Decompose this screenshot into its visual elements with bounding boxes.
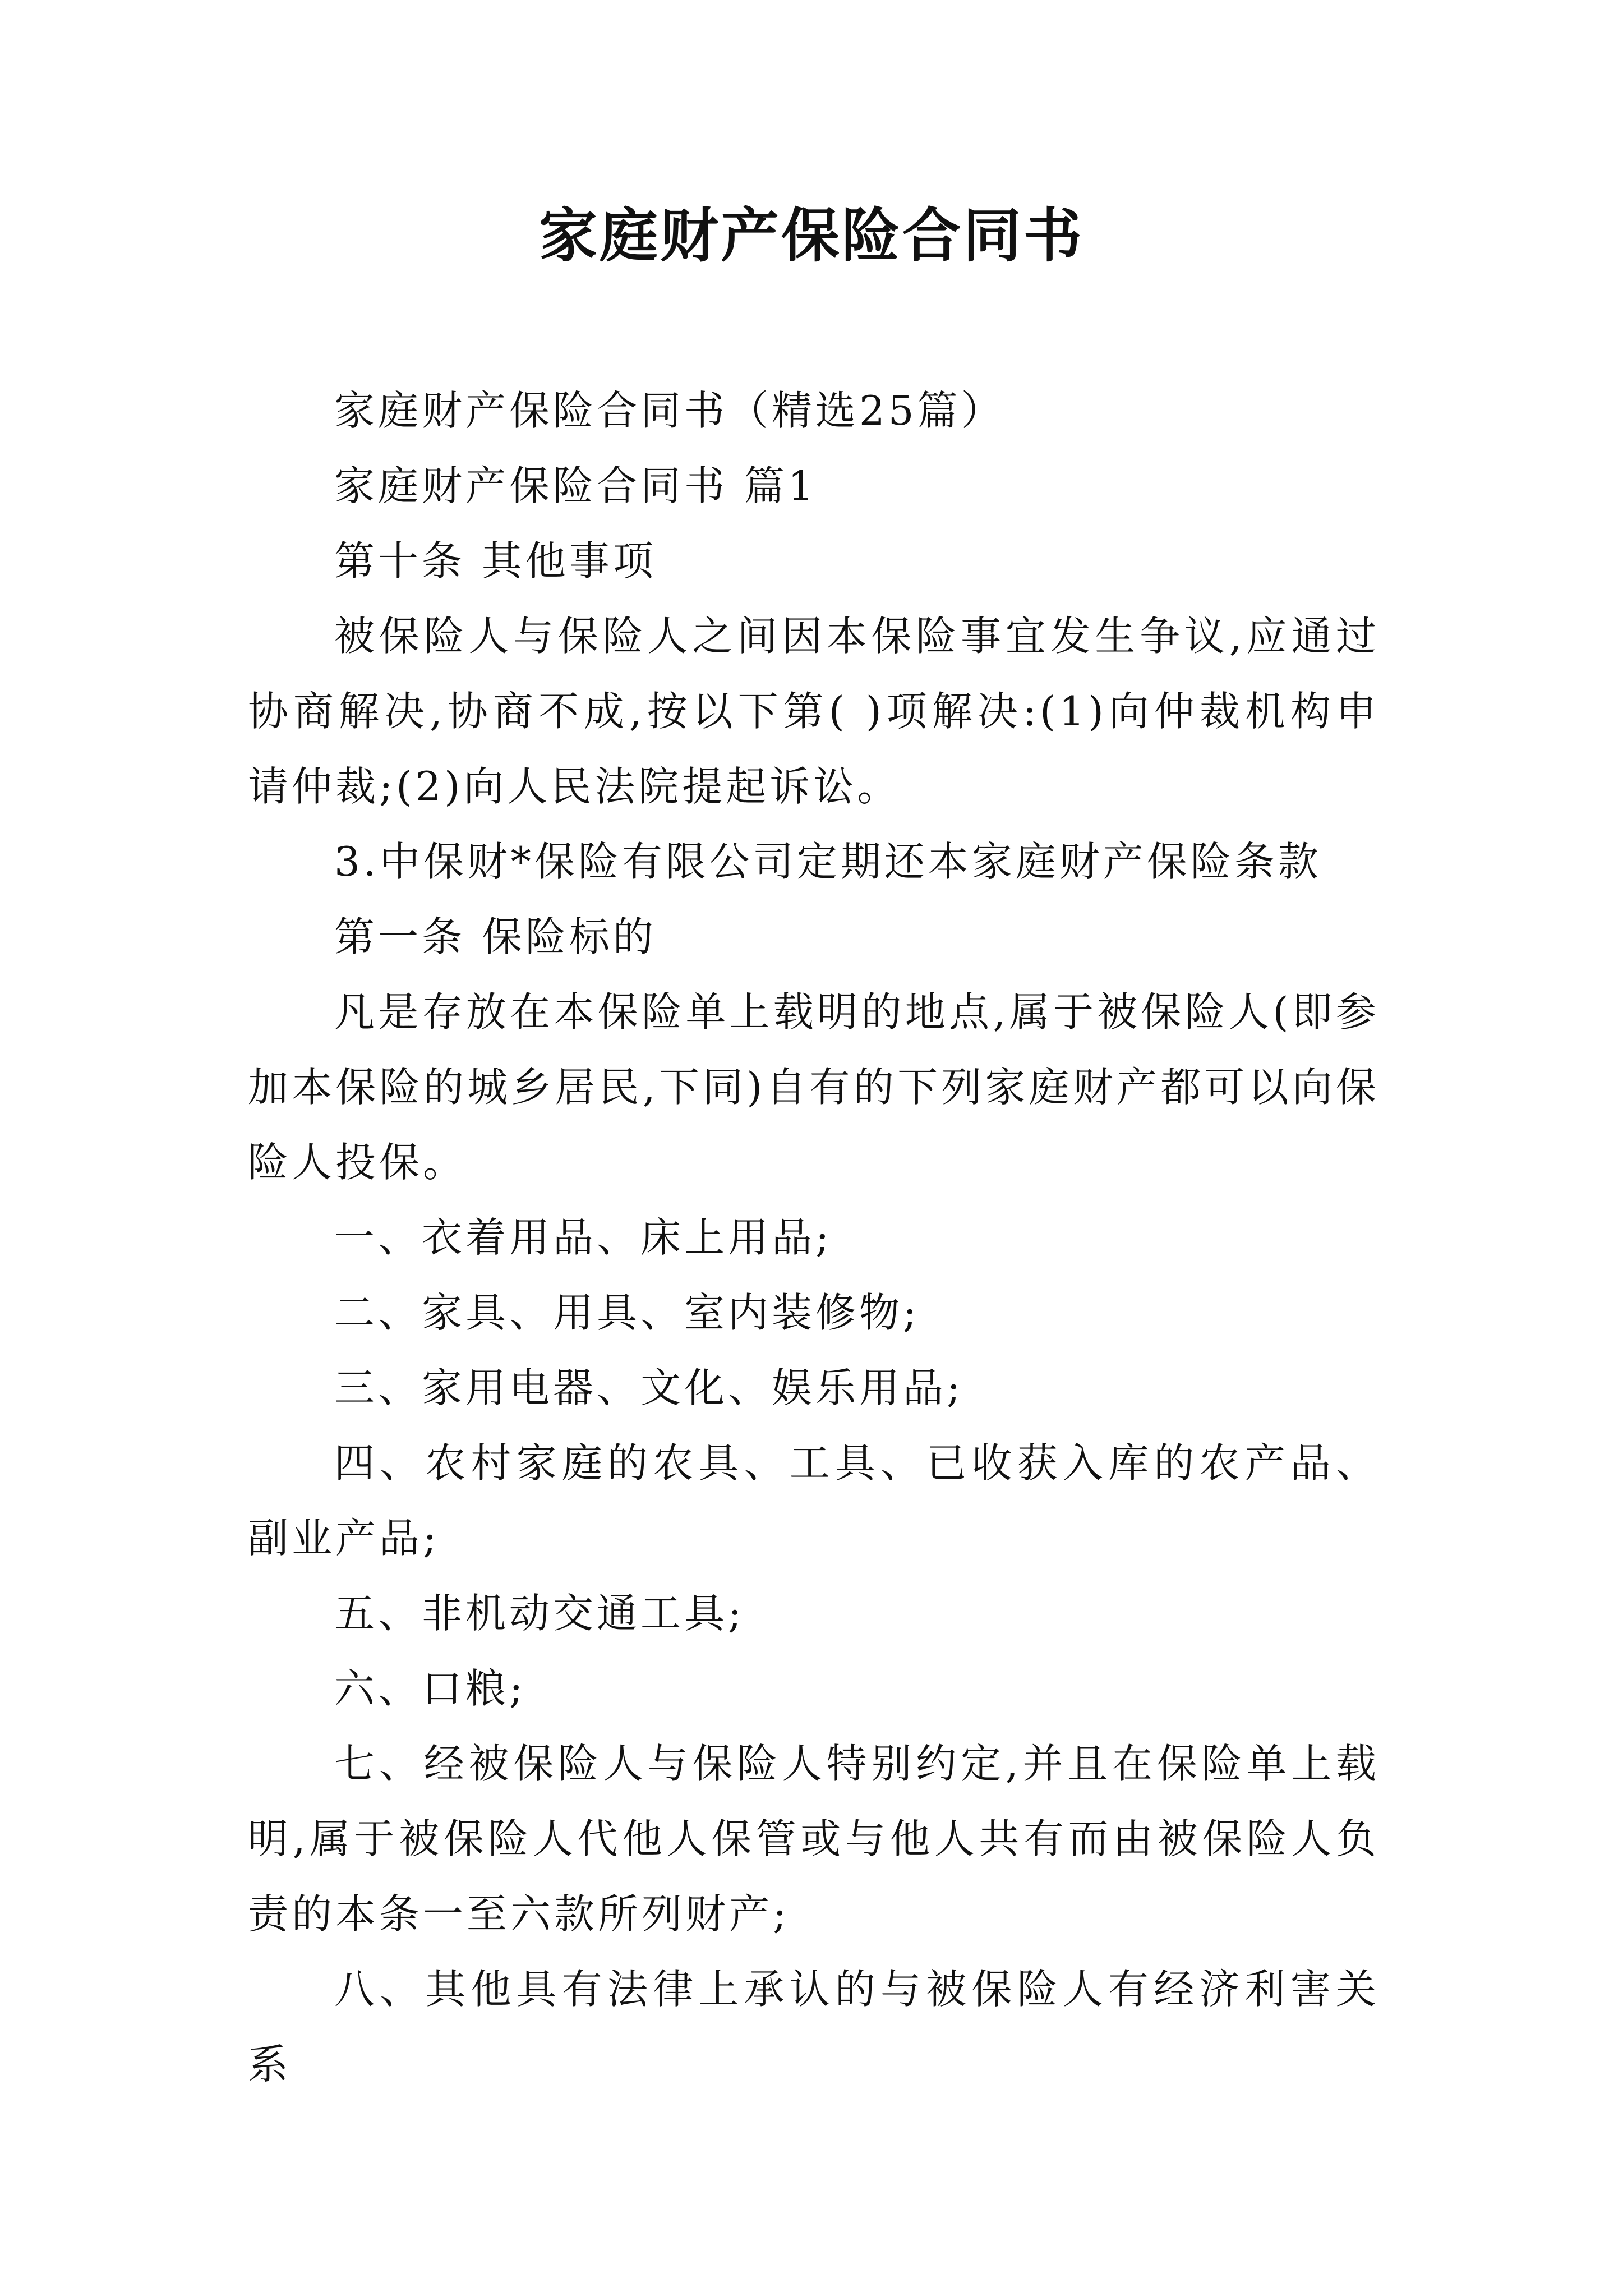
list-item: 一、衣着用品、床上用品; [334, 1214, 833, 1261]
list-item: 三、家用电器、文化、娱乐用品; [334, 1364, 964, 1411]
list-item: 八、其他具有法律上承认的与被保险人有经济利害关系 [248, 1966, 1380, 2088]
list-item: 二、家具、用具、室内装修物; [334, 1289, 920, 1336]
list-item: 六、口粮; [334, 1665, 527, 1712]
paragraph-article-one: 第一条 保险标的 [334, 913, 657, 960]
paragraph-dispute-resolution: 被保险人与保险人之间因本保险事宜发生争议,应通过协商解决,协商不成,按以下第( )项解决:(1)向仲裁机构申请仲裁;(2)向人民法院提起诉讼。 [248, 613, 1380, 810]
paragraph-clause-title: 3.中保财*保险有限公司定期还本家庭财产保险条款 [334, 838, 1322, 885]
paragraph-collection-title: 家庭财产保险合同书（精选25篇） [334, 387, 1005, 434]
list-item: 七、经被保险人与保险人特别约定,并且在保险单上载明,属于被保险人代他人保管或与他人共有而由被保险人负责的本条一至六款所列财产; [248, 1740, 1380, 1938]
paragraph-article-ten: 第十条 其他事项 [334, 537, 657, 585]
paragraph-insured-property: 凡是存放在本保险单上载明的地点,属于被保险人(即参加本保险的城乡居民,下同)自有的下列家庭财产都可以向保险人投保。 [248, 988, 1380, 1186]
document-title: 家庭财产保险合同书 [538, 201, 1084, 270]
list-item: 四、农村家庭的农具、工具、已收获入库的农产品、副业产品; [248, 1439, 1380, 1562]
document-body [248, 373, 1380, 2102]
paragraph-section-heading: 家庭财产保险合同书 篇1 [334, 462, 817, 509]
list-item: 五、非机动交通工具; [334, 1590, 745, 1637]
